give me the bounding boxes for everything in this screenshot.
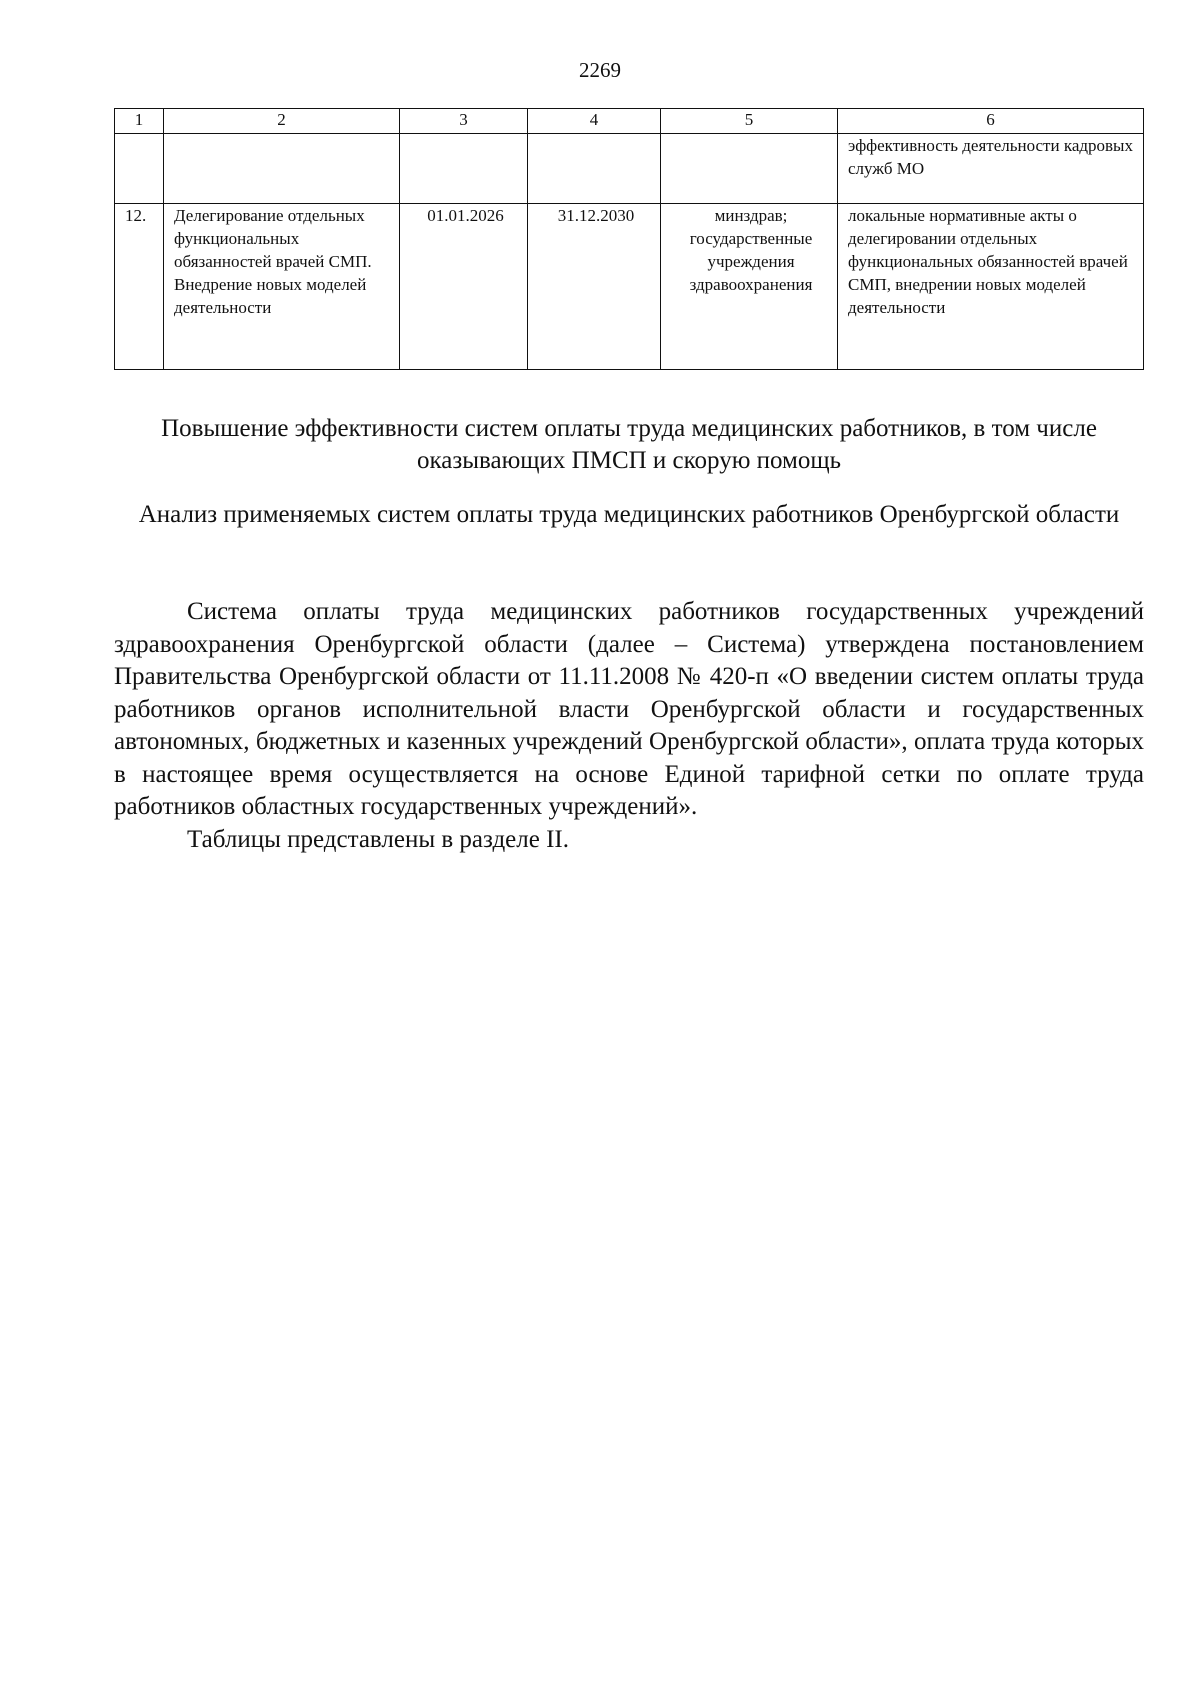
table-cell-responsible: минздрав; государственные учреждения здравоохранения	[661, 204, 838, 370]
page-number: 2269	[579, 58, 621, 82]
table-row	[115, 134, 1144, 204]
table-header-cell: 1	[115, 109, 164, 134]
paragraph: Таблицы представлены в разделе II.	[187, 825, 569, 853]
table-cell-number: 12.	[115, 204, 164, 370]
table-cell	[164, 134, 400, 204]
table-cell	[400, 134, 528, 204]
measures-table	[114, 108, 1144, 370]
table-header-cell: 2	[164, 109, 400, 134]
table-header-cell: 6	[838, 109, 1144, 134]
table-header-cell: 3	[400, 109, 528, 134]
table-header-row	[115, 109, 1144, 134]
table-header-cell: 4	[528, 109, 661, 134]
table-cell	[528, 134, 661, 204]
table-cell	[115, 134, 164, 204]
table-cell-result: эффективность деятельности кадровых служб МО	[838, 134, 1144, 204]
table-cell-end-date: 31.12.2030	[528, 204, 661, 370]
table-cell-result: локальные нормативные акты о делегировании отдельных функциональных обязанностей врачей СМП, внедрении новых моделей деятельности	[838, 204, 1144, 370]
paragraph: Система оплаты труда медицинских работников государственных учреждений здравоохранения Оренбургской области (далее – Система) утверждена постановлением Правительства Оренбургской области от 11.11.2008 № 420-п «О введении систем оплаты труда работников органов исполнительной власти Оренбургской области и государственных автономных, бюджетных и казенных учреждений Оренбургской области», оплата труда которых в настоящее время осуществляется на основе Единой тарифной сетки по оплате труда работников областных государственных учреждений».	[114, 598, 1144, 820]
table-cell-start-date: 01.01.2026	[400, 204, 528, 370]
table-cell	[661, 134, 838, 204]
table-row	[115, 204, 1144, 370]
table-header-cell: 5	[661, 109, 838, 134]
section-heading: Повышение эффективности систем оплаты труда медицинских работников, в том числе оказывающих ПМСП и скорую помощь	[161, 415, 1097, 474]
table-cell-event: Делегирование отдельных функциональных обязанностей врачей СМП. Внедрение новых моделей деятельности	[164, 204, 400, 370]
body-text	[114, 596, 1144, 856]
subsection-heading: Анализ применяемых систем оплаты труда медицинских работников Оренбургской области	[138, 501, 1120, 528]
